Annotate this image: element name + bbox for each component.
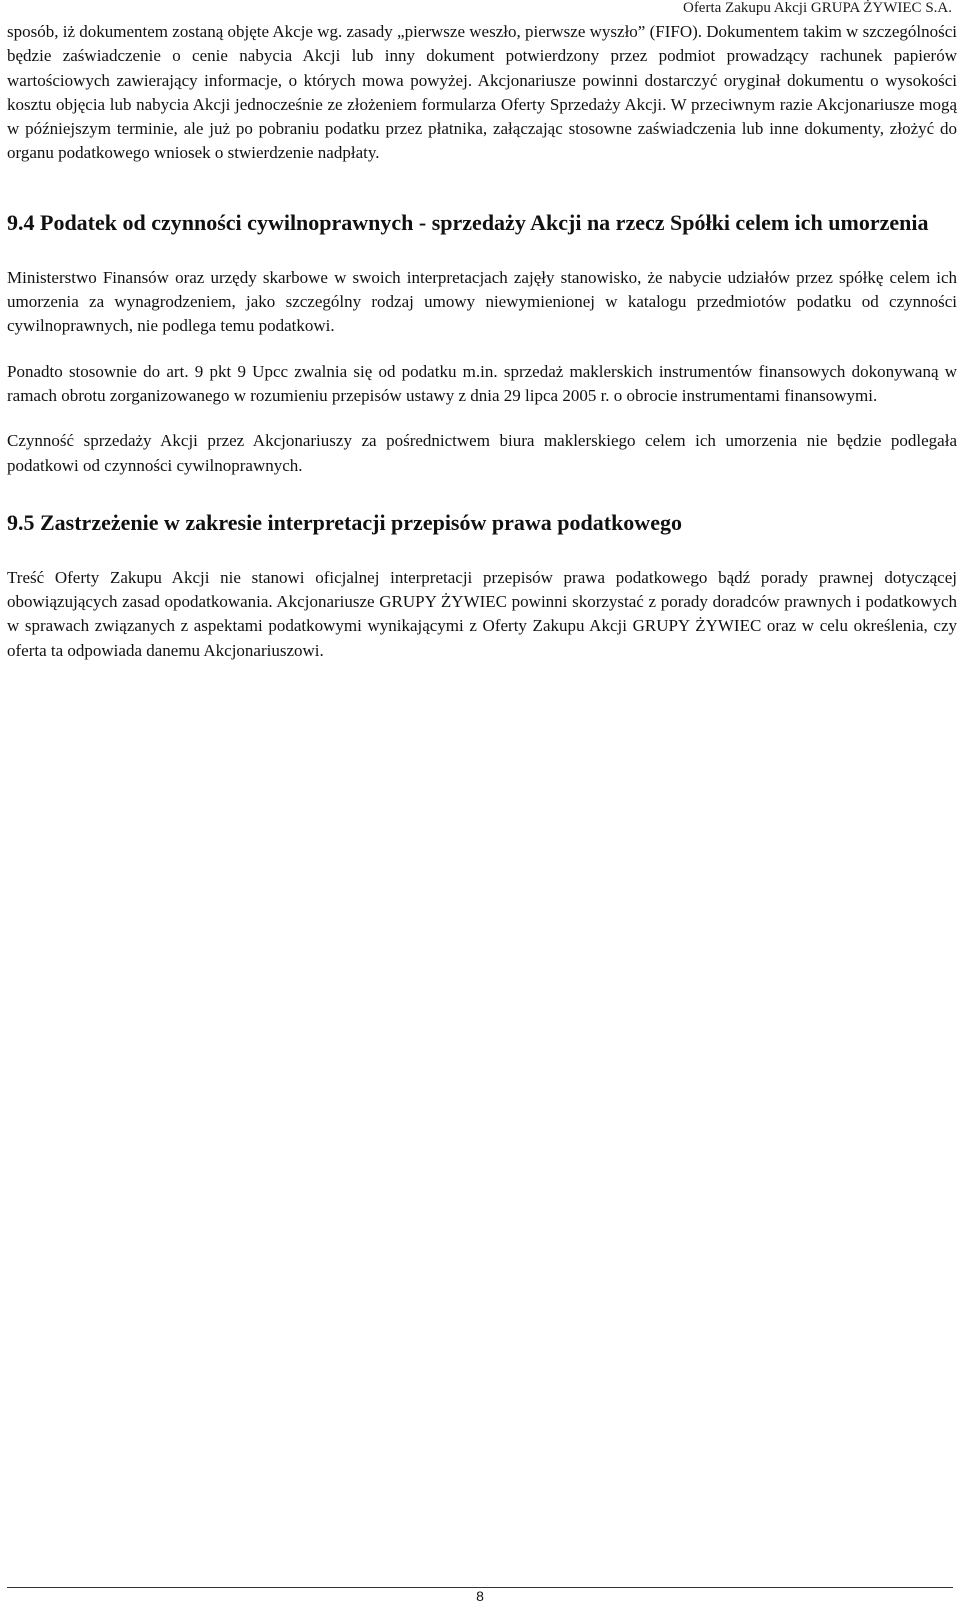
continuation-paragraph: sposób, iż dokumentem zostaną objęte Akcje wg. zasady „pierwsze weszło, pierwsze wyszło” (FIFO). Dokumentem takim w szczególności będzie zaświadczenie o cenie nabycia Akcji lub inny dokument potwierdzony przez podmiot prowadzący rachunek papierów wartościowych zawierający informacje, o których mowa powyżej. Akcjonariusze powinni dostarczyć oryginał dokumentu o wysokości kosztu objęcia lub nabycia Akcji jednocześnie ze złożeniem formularza Oferty Sprzedaży Akcji. W przeciwnym razie Akcjonariusze mogą w późniejszym terminie, ale już po pobraniu podatku przez płatnika, załączając stosowne zaświadczenia lub inne dokumenty, złożyć do organu podatkowego wniosek o stwierdzenie nadpłaty. bbox=[7, 22, 957, 163]
section-9-4-paragraph-3: Czynność sprzedaży Akcji przez Akcjonariuszy za pośrednictwem biura maklerskiego celem ich umorzenia nie będzie podlegała podatkowi od czynności cywilnoprawnych. bbox=[7, 431, 957, 475]
section-9-4-paragraph-2: Ponadto stosownie do art. 9 pkt 9 Upcc zwalnia się od podatku m.in. sprzedaż maklerskich instrumentów finansowych dokonywaną w ramach obrotu zorganizowanego w rozumieniu przepisów ustawy z dnia 29 lipca 2005 r. o obrocie instrumentami finansowymi. bbox=[7, 361, 957, 405]
section-9-4-heading: 9.4 Podatek od czynności cywilnoprawnych - sprzedaży Akcji na rzecz Spółki celem ich umorzenia bbox=[7, 209, 929, 235]
section-9-5-paragraph-1: Treść Oferty Zakupu Akcji nie stanowi oficjalnej interpretacji przepisów prawa podatkowego bądź porady prawnej dotyczącej obowiązujących zasad opodatkowania. Akcjonariusze GRUPY ŻYWIEC powinni skorzystać z porady doradców prawnych i podatkowych w sprawach związanych z aspektami podatkowymi wynikającymi z Oferty Zakupu Akcji GRUPY ŻYWIEC oraz w celu określenia, czy oferta ta odpowiada danemu Akcjonariuszowi. bbox=[7, 567, 957, 660]
section-9-4 bbox=[7, 208, 957, 478]
section-9-5 bbox=[7, 508, 957, 663]
page-number: 8 bbox=[476, 1588, 484, 1604]
running-header: Oferta Zakupu Akcji GRUPA ŻYWIEC S.A. bbox=[682, 0, 952, 16]
section-9-5-heading: 9.5 Zastrzeżenie w zakresie interpretacji przepisów prawa podatkowego bbox=[7, 509, 682, 535]
document-body bbox=[7, 20, 957, 663]
section-9-4-paragraph-1: Ministerstwo Finansów oraz urzędy skarbowe w swoich interpretacjach zajęły stanowisko, że nabycie udziałów przez spółkę celem ich umorzenia za wynagrodzeniem, jako szczególny rodzaj umowy niewymienionej w katalogu przedmiotów podatku od czynności cywilnoprawnych, nie podlega temu podatkowi. bbox=[7, 267, 957, 336]
